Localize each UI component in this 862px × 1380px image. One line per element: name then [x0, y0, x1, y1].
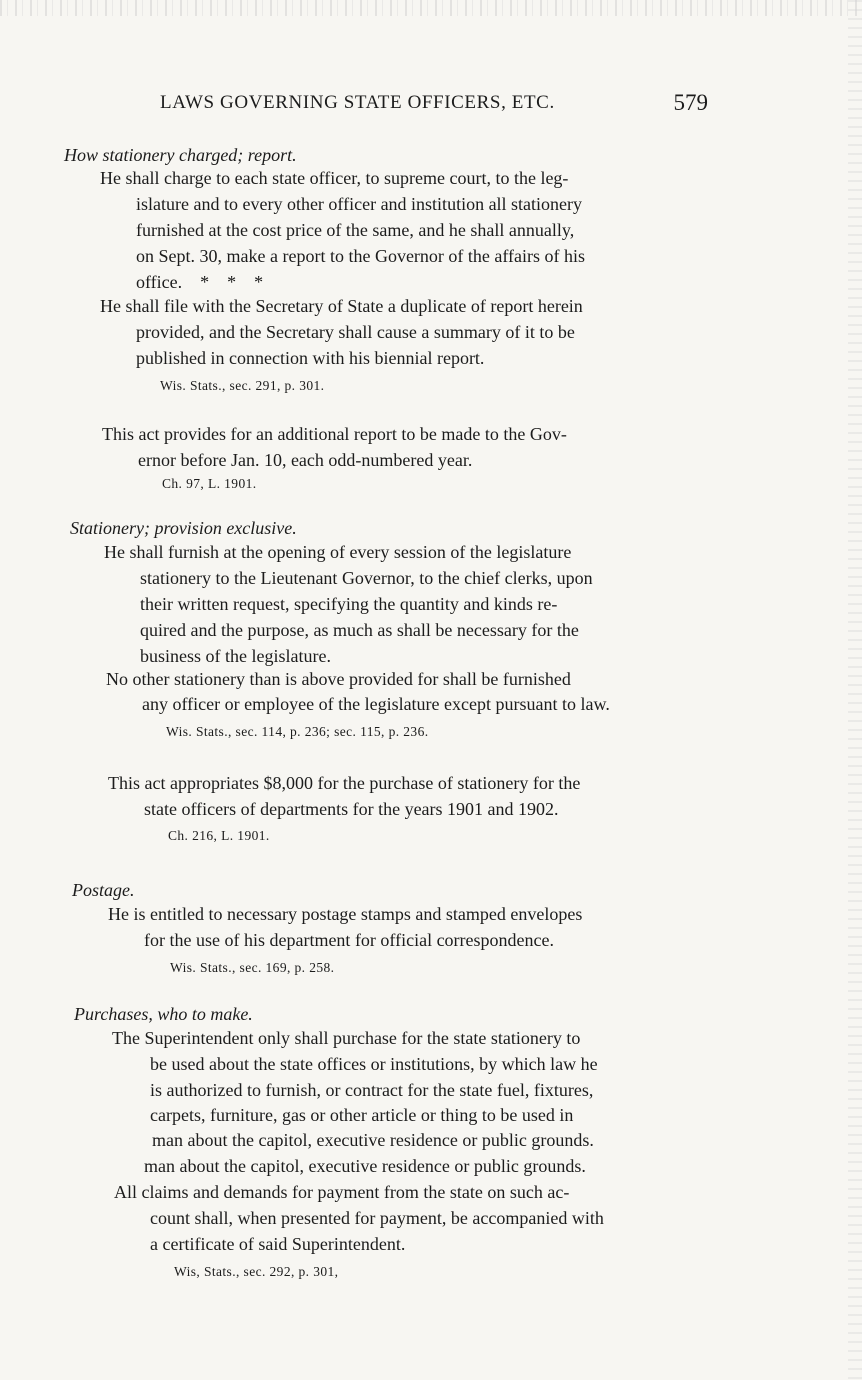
text-line: any officer or employee of the legislature except pursuant to law.	[142, 694, 610, 714]
text-line: All claims and demands for payment from the state on such ac-	[114, 1182, 570, 1202]
text-line: business of the legislature.	[140, 646, 331, 666]
citation: Ch. 97, L. 1901.	[162, 476, 257, 491]
text-line: ernor before Jan. 10, each odd-numbered year.	[138, 450, 473, 470]
scan-noise-right-edge	[848, 0, 862, 1380]
citation: Wis. Stats., sec. 114, p. 236; sec. 115, p. 236.	[166, 724, 429, 739]
text-line: This act provides for an additional report to be made to the Gov-	[102, 424, 567, 444]
section-heading: How stationery charged; report.	[64, 145, 297, 165]
section-heading: Purchases, who to make.	[74, 1004, 253, 1024]
text-line: furnished at the cost price of the same, and he shall annually,	[136, 220, 575, 240]
text-line: their written request, specifying the quantity and kinds re-	[140, 594, 558, 614]
page-header	[160, 92, 720, 122]
text-line: carpets, furniture, gas or other article or thing to be used in	[150, 1105, 574, 1125]
text-line: count shall, when presented for payment, be accompanied with	[150, 1208, 604, 1228]
text-line: islature and to every other officer and institution all stationery	[136, 194, 583, 214]
running-title: LAWS GOVERNING STATE OFFICERS, ETC.	[160, 92, 555, 113]
section-heading: Postage.	[72, 880, 135, 900]
page-number: 579	[673, 90, 708, 115]
text-line: be used about the state offices or institutions, by which law he	[150, 1054, 598, 1074]
text-line: is authorized to furnish, or contract for the state fuel, fixtures,	[150, 1080, 594, 1100]
citation: Ch. 216, L. 1901.	[168, 828, 270, 843]
text-line: for the use of his department for official correspondence.	[144, 930, 555, 950]
citation: Wis. Stats., sec. 291, p. 301.	[160, 378, 325, 393]
text-line: man about the capitol, executive residence or public grounds.	[152, 1130, 594, 1150]
text-line: He shall charge to each state officer, to supreme court, to the leg-	[100, 168, 569, 188]
section-heading: Stationery; provision exclusive.	[70, 518, 297, 538]
text-line: He shall furnish at the opening of every session of the legislature	[104, 542, 572, 562]
text-line: provided, and the Secretary shall cause a summary of it to be	[136, 322, 575, 342]
text-line: The Superintendent only shall purchase for the state stationery to	[112, 1028, 581, 1048]
text-line: state officers of departments for the years 1901 and 1902.	[144, 799, 559, 819]
text-line: office. * * *	[136, 272, 264, 292]
text-line: published in connection with his biennial report.	[136, 348, 485, 368]
text-line: on Sept. 30, make a report to the Governor of the affairs of his	[136, 246, 586, 266]
text-line: a certificate of said Superintendent.	[150, 1234, 406, 1254]
text-line: This act appropriates $8,000 for the purchase of stationery for the	[108, 773, 581, 793]
text-line: stationery to the Lieutenant Governor, to the chief clerks, upon	[140, 568, 593, 588]
text-line: quired and the purpose, as much as shall be necessary for the	[140, 620, 579, 640]
text-line: He is entitled to necessary postage stamps and stamped envelopes	[108, 904, 583, 924]
scan-noise-top	[0, 0, 862, 16]
citation: Wis. Stats., sec. 169, p. 258.	[170, 960, 335, 975]
text-line: He shall file with the Secretary of State a duplicate of report herein	[100, 296, 583, 316]
text-line: No other stationery than is above provided for shall be furnished	[106, 669, 571, 689]
citation: Wis, Stats., sec. 292, p. 301,	[174, 1264, 339, 1279]
text-line: man about the capitol, executive residence or public grounds.	[144, 1156, 586, 1176]
